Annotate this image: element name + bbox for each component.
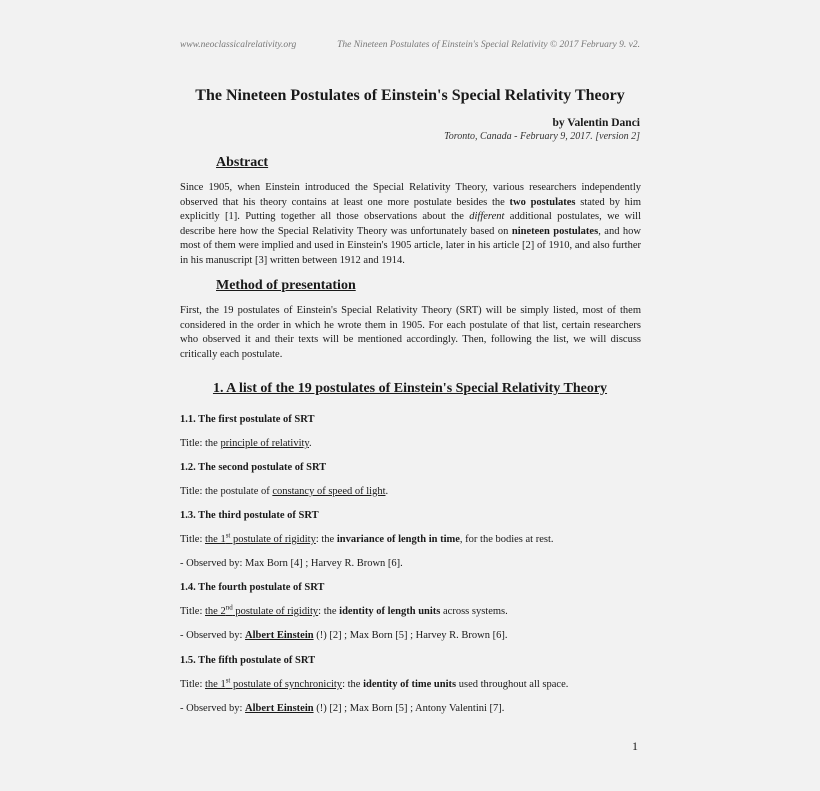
page-number: 1 (632, 739, 638, 753)
subsection-1-5-title: Title: the 1st postulate of synchronicity: the identity of time units used throughout all space. (180, 676, 569, 690)
subsection-1-4-observed: - Observed by: Albert Einstein (!) [2] ; Max Born [5] ; Harvey R. Brown [6]. (180, 630, 508, 641)
subsection-1-4-heading: 1.4. The fourth postulate of SRT (180, 582, 325, 593)
subsection-1-5-heading: 1.5. The fifth postulate of SRT (180, 655, 316, 666)
subsection-1-2-title: Title: the postulate of constancy of speed of light. (180, 486, 389, 497)
subsection-1-2-heading: 1.2. The second postulate of SRT (180, 462, 327, 473)
subsection-1-3-title: Title: the 1st postulate of rigidity: the invariance of length in time, for the bodies at rest. (180, 531, 554, 545)
document-title: The Nineteen Postulates of Einstein's Special Relativity Theory (195, 87, 625, 104)
section-1-heading: 1. A list of the 19 postulates of Einstein's Special Relativity Theory (212, 381, 608, 396)
location-date: Toronto, Canada - February 9, 2017. [version 2] (444, 131, 640, 142)
subsection-1-5-observed: - Observed by: Albert Einstein (!) [2] ; Max Born [5] ; Antony Valentini [7]. (180, 703, 505, 714)
abstract-paragraph: Since 1905, when Einstein introduced the Special Relativity Theory, various researchers independently observed that his theory contains at least one more postulate besides the two postulates stated by him explicitly [1]. Putting together all those observations about the different additional postulates, we will describe here how the Special Relativity Theory was unfortunately based on nineteen postulates, and how most of them were implied and used in Einstein's 1905 article, later in his article [2] of 1910, and also further in his manuscript [3] written between 1912 and 1914. (180, 182, 641, 266)
abstract-heading: Abstract (216, 155, 269, 170)
method-heading: Method of presentation (216, 278, 356, 293)
subsection-1-1-heading: 1.1. The first postulate of SRT (180, 414, 315, 425)
subsection-1-4-title: Title: the 2nd postulate of rigidity: the identity of length units across systems. (180, 603, 508, 617)
subsection-1-1-title: Title: the principle of relativity. (180, 438, 312, 449)
author: by Valentin Danci (552, 117, 640, 129)
header-site: www.neoclassicalrelativity.org (180, 40, 297, 50)
header-running-title: The Nineteen Postulates of Einstein's Special Relativity © 2017 February 9. v2. (337, 40, 640, 50)
method-paragraph: First, the 19 postulates of Einstein's Special Relativity Theory (SRT) will be simply listed, most of them considered in the order in which he wrote them in 1905. For each postulate of that list, certain researchers who observed it and their texts will be mentioned accordingly. Then, following the list, we will discuss critically each postulate. (180, 305, 641, 360)
subsection-1-3-observed: - Observed by: Max Born [4] ; Harvey R. Brown [6]. (180, 558, 403, 569)
subsection-1-3-heading: 1.3. The third postulate of SRT (180, 510, 319, 521)
